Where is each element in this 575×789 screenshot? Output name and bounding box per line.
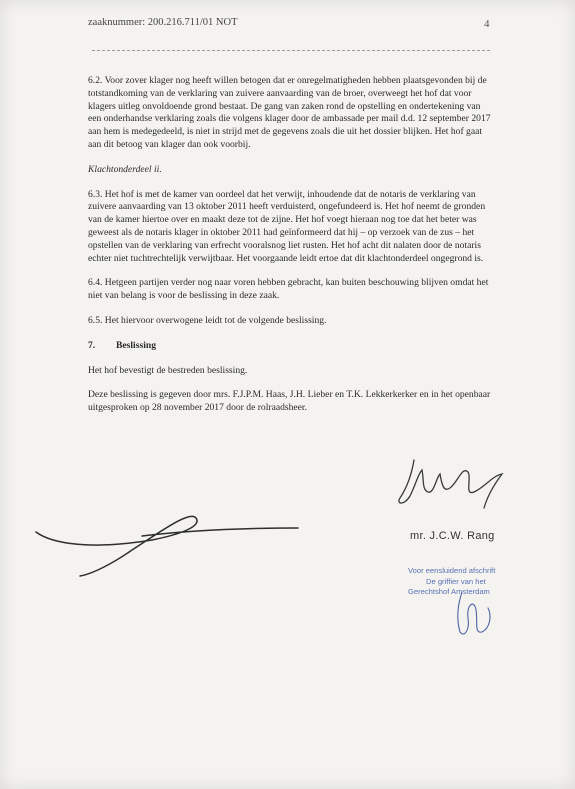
closing-text: Deze beslissing is gegeven door mrs. F.J.P.M. Haas, J.H. Lieber en T.K. Lekkerkerker en in het openbaar uitgesproken op 28 november 2017 door de rolraadsheer. — [88, 389, 491, 414]
paragraph-6-2: 6.2. Voor zover klager nog heeft willen betogen dat er onregelmatigheden hebben plaatsgevonden bij de totstandkoming van de verklaring van zuivere aanvaarding van de broer, overweegt het hof dat voor klagers uitleg onvoldoende grond bestaat. De gang van zaken rond de opstelling en ondertekening van een onderhandse verklaring zoals die volgens klager door de ambassade per mail d.d. 12 september 2017 aan hem is medegedeeld, is niet in strijd met de gegevens zoals die uit het dossier blijken. Het hof gaat aan dit betoog van klager dan ook voorbij. — [88, 75, 491, 150]
subheading-klachtonderdeel: Klachtonderdeel ii. — [88, 163, 162, 175]
section-heading-beslissing — [88, 340, 493, 353]
paragraph-6-5: 6.5. Het hiervoor overwogene leidt tot de volgende beslissing. — [88, 314, 327, 326]
header-divider — [92, 50, 490, 51]
paragraph-6-4: 6.4. Hetgeen partijen verder nog naar voren hebben gebracht, kan buiten beschouwing blijven omdat het niet van belang is voor de beslissing in deze zaak. — [88, 277, 489, 302]
document-body — [88, 75, 493, 427]
section-number: 7. — [88, 339, 96, 351]
stamp-line-1: Voor eensluidend afschrift — [408, 566, 496, 575]
stamp-signature — [448, 588, 498, 640]
handwritten-signature-right — [392, 452, 522, 514]
paragraph-6-3: 6.3. Het hof is met de kamer van oordeel dat het verwijt, inhoudende dat de notaris de verklaring van zuivere aanvaarding van 13 oktober 2011 heeft verduisterd, ongefundeerd is. Het hof neemt de gronden van de kamer hiertoe over en maakt deze tot de zijne. Het hof voegt hieraan nog toe dat het beter was geweest als de notaris klager in oktober 2011 had geïnformeerd dat hij – op verzoek van de zus – het opstellen van de verklaring van erfrecht vooralsnog liet rusten. Het hof acht dit nalaten door de notaris echter niet tuchtrechtelijk verwijtbaar. Het voorgaande leidt ertoe dat dit klachtonderdeel ongegrond is. — [88, 188, 486, 264]
signatory-name: mr. J.C.W. Rang — [410, 530, 495, 542]
section-title: Beslissing — [116, 339, 156, 351]
stamp-line-3: Gerechtshof Amsterdam — [408, 587, 490, 596]
handwritten-signature-left — [32, 488, 302, 580]
stamp-line-2: De griffier van het — [426, 576, 486, 586]
page-number: 4 — [484, 18, 490, 30]
case-reference: zaaknummer: 200.216.711/01 NOT — [88, 17, 238, 28]
decision-text: Het hof bevestigt de bestreden beslissing. — [88, 364, 248, 376]
